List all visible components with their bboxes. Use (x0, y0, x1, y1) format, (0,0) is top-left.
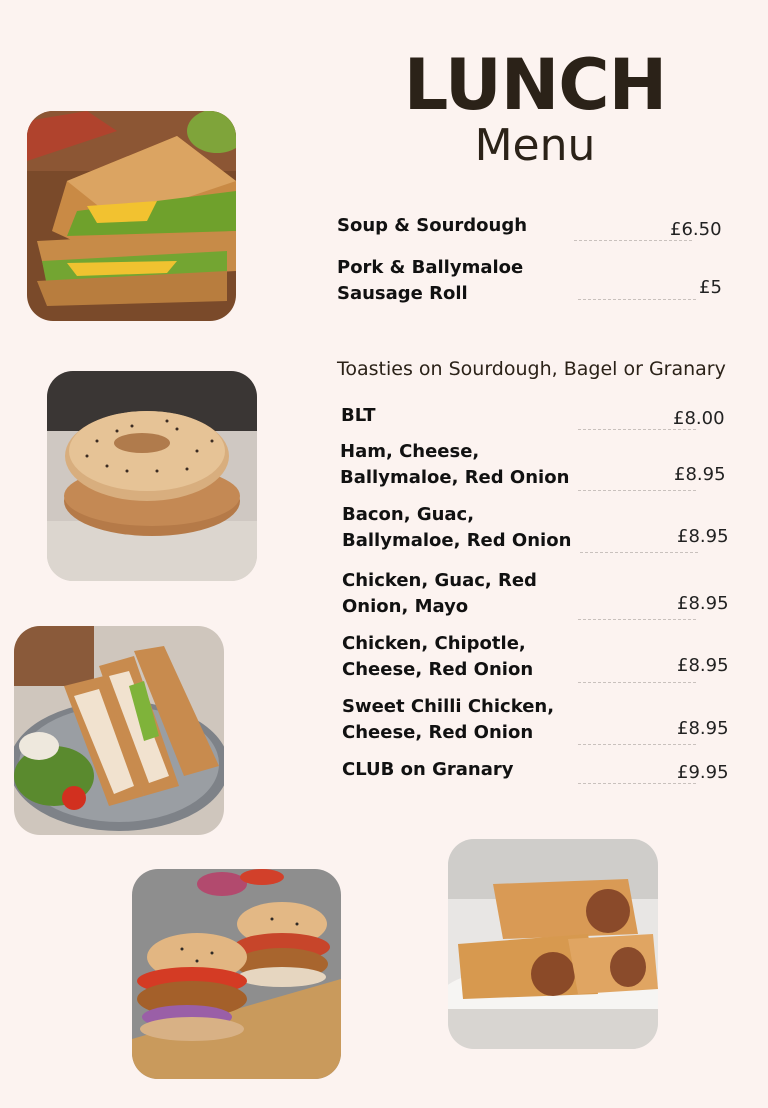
item-price: £8.95 (674, 464, 726, 485)
item-name-line: Cheese, Red Onion (342, 659, 534, 680)
item-name-line: Chicken, Chipotle, (342, 633, 526, 654)
menu-item-blt (341, 403, 376, 429)
section-heading-toasties: Toasties on Sourdough, Bagel or Granary (337, 358, 726, 380)
menu-item-sweet-chilli-chicken (342, 694, 554, 746)
item-price: £8.95 (677, 655, 729, 676)
menu-item-ham-cheese (340, 439, 569, 491)
price-leader (578, 619, 696, 620)
item-name-line: Bacon, Guac, (342, 504, 475, 525)
menu-item-club (342, 757, 513, 783)
item-price: £8.95 (677, 593, 729, 614)
item-price: £8.00 (673, 408, 725, 429)
item-name-line: Onion, Mayo (342, 596, 469, 617)
price-leader (578, 490, 696, 491)
item-price: £8.95 (677, 526, 729, 547)
item-name-line: Chicken, Guac, Red (342, 570, 537, 591)
bagel-burgers-icon (132, 869, 341, 1079)
item-name-line: Pork & Ballymaloe (337, 257, 524, 278)
item-name-line: CLUB on Granary (342, 759, 514, 780)
item-price: £6.50 (670, 219, 722, 240)
grilled-cheese-guacamole-toastie-icon (27, 111, 236, 321)
item-price: £8.95 (677, 718, 729, 739)
menu-item-sausage-roll (337, 255, 523, 307)
menu-title: LUNCH (403, 44, 667, 126)
item-price: £5 (699, 277, 722, 298)
item-name-line: Ballymaloe, Red Onion (342, 530, 572, 551)
sausage-rolls-icon (448, 839, 658, 1049)
item-name-line: Ballymaloe, Red Onion (340, 467, 570, 488)
seeded-bagel-icon (47, 371, 257, 581)
menu-item-bacon-guac (342, 502, 571, 554)
price-leader (578, 299, 696, 300)
club-sandwich-with-salad-icon (14, 626, 224, 835)
menu-item-chicken-chipotle (342, 631, 533, 683)
price-leader (578, 744, 696, 745)
item-name-line: Cheese, Red Onion (342, 722, 534, 743)
item-name-line: Ham, Cheese, (340, 441, 480, 462)
price-leader (578, 682, 696, 683)
menu-item-chicken-guac (342, 568, 537, 620)
price-leader (580, 552, 698, 553)
item-name-line: Sweet Chilli Chicken, (342, 696, 555, 717)
item-name-line: Sausage Roll (337, 283, 468, 304)
item-name-line: Soup & Sourdough (337, 215, 528, 236)
menu-subtitle: Menu (474, 120, 596, 171)
item-name-line: BLT (341, 405, 376, 426)
item-price: £9.95 (677, 762, 729, 783)
menu-item-soup (337, 213, 527, 239)
